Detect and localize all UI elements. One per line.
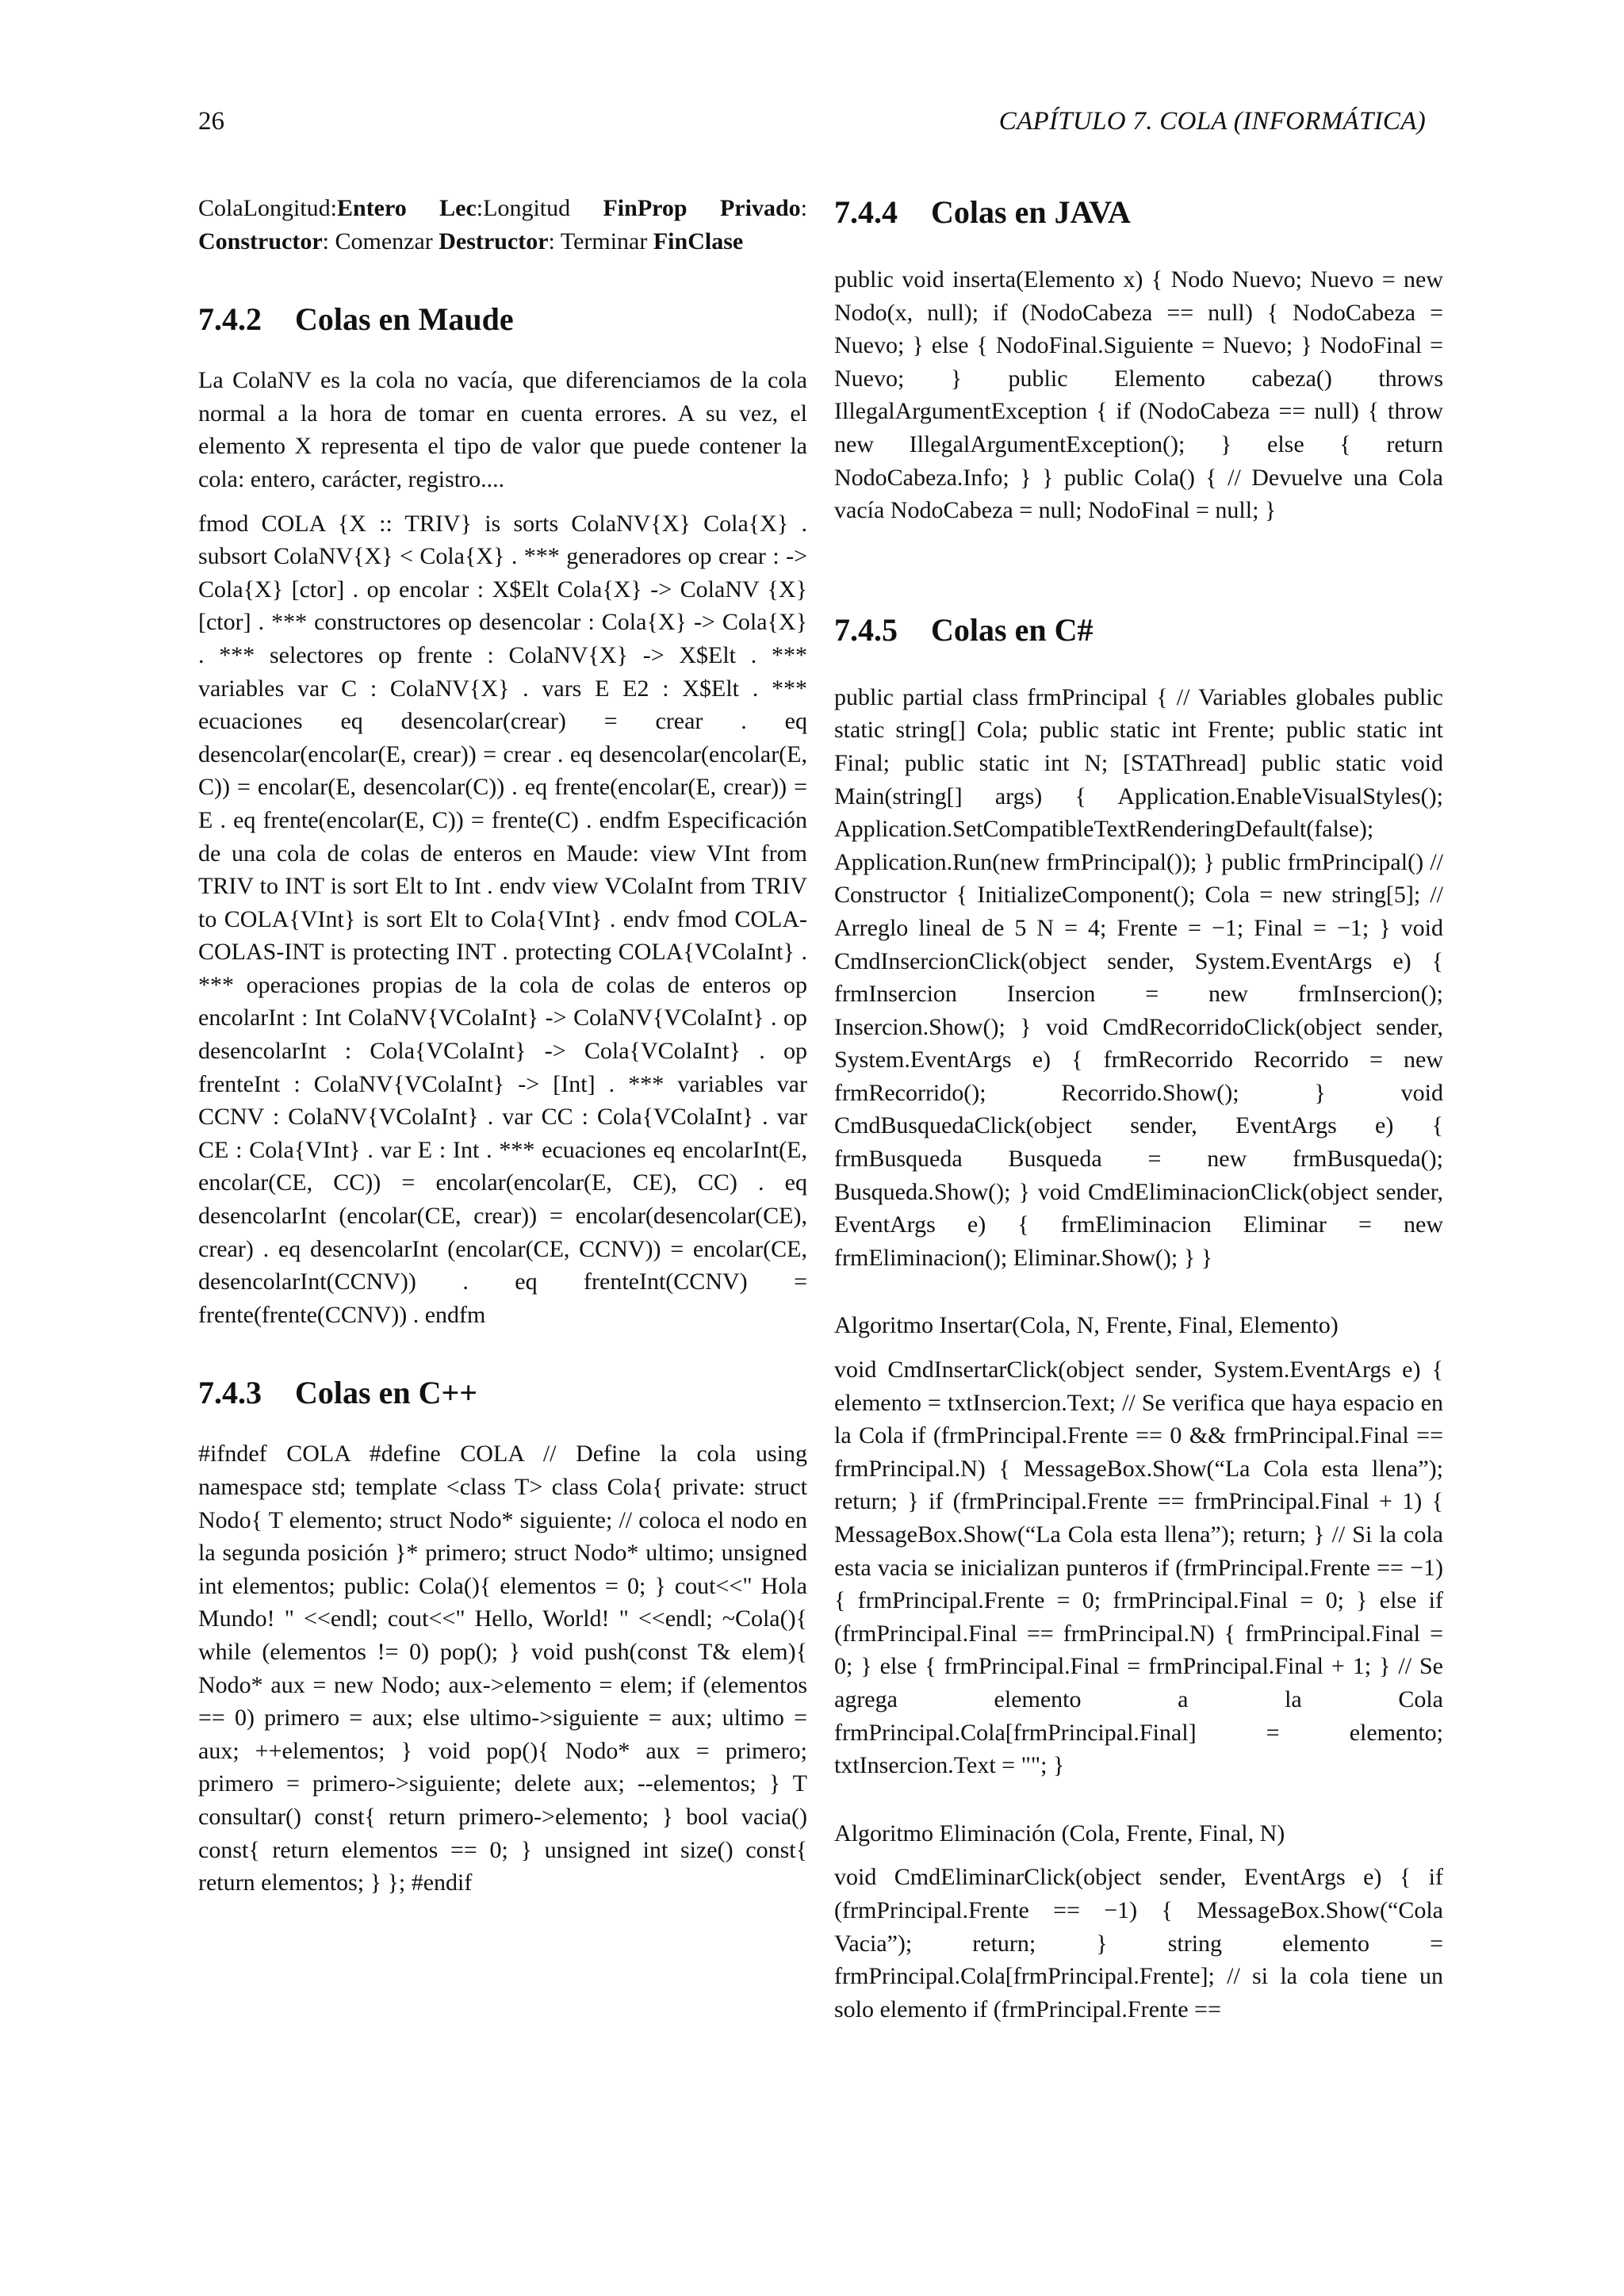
delete-code-paragraph: void CmdEliminarClick(object sender, EventArgs e) { if (frmPrincipal.Frente == −1) { MessageBox.Show(“Cola Vacia”); return; } string elemento = frmPrincipal.Cola[frmPrincipal.Frente]; // si la cola tiene un solo elemento if (frmPrincipal.Frente ==: [834, 1864, 1443, 2022]
section-number: 7.4.3: [198, 1375, 262, 1411]
section-number: 7.4.4: [834, 194, 898, 230]
keyword-entero: Entero: [337, 195, 407, 221]
section-title: Colas en C#: [931, 611, 1094, 648]
insert-code-paragraph: void CmdInsertarClick(object sender, System.EventArgs e) { elemento = txtInsercion.Text; // Se verifica que haya espacio en la Cola if (frmPrincipal.Frente == 0 && frmPrincipal.Final == frmPrincipal.N) { MessageBox.Show(“La Cola esta llena”); return; } if (frmPrincipal.Frente == frmPrincipal.Final + 1) { MessageBox.Show(“La Cola esta llena”); return; } // Si la cola esta vacia se inicializan punteros if (frmPrincipal.Frente == −1) { frmPrincipal.Frente = 0; frmPrincipal.Final = 0; } else if (frmPrincipal.Final == frmPrincipal.N) { frmPrincipal.Final = 0; } else { frmPrincipal.Final = frmPrincipal.Final + 1; } // Se agrega elemento a la Cola frmPrincipal.Cola[frmPrincipal.Final] = elemento; txtInsercion.Text = ""; }: [834, 1357, 1443, 1779]
intro-text: :Longitud: [476, 195, 603, 221]
cpp-code-paragraph: #ifndef COLA #define COLA // Define la cola using namespace std; template <class T> class Cola{ private: struct Nodo{ T elemento; struct Nodo* siguiente; // coloca el nodo en la segunda posición }* primero; struct Nodo* ultimo; unsigned int elementos; public: Cola(){ elementos = 0; } cout<<" Hola Mundo! " <<endl; cout<<" Hello, World! " <<endl; ~Cola(){ while (elementos != 0) pop(); } void push(const T& elem){ Nodo* aux = new Nodo; aux->elemento = elem; if (elementos == 0) primero = aux; else ultimo->siguiente = aux; ultimo = aux; ++elementos; } void pop(){ Nodo* aux = primero; primero = primero->siguiente; delete aux; --elementos; } T consultar() const{ return primero->elemento; } bool vacia() const{ return elementos == 0; } unsigned int size() const{ return elementos; } }; #endif: [198, 1441, 807, 1896]
keyword-destructor: Destructor: [439, 228, 549, 254]
intro-text: [688, 195, 720, 221]
keyword-constructor: Constructor: [198, 228, 323, 254]
maude-code-paragraph: fmod COLA {X :: TRIV} is sorts ColaNV{X} Cola{X} . subsort ColaNV{X} < Cola{X} . *** generadores op crear : -> Cola{X} [ctor] . op encolar : X$Elt Cola{X} -> ColaNV {X} [ctor] . *** constructores op desencolar : Cola{X} -> Cola{X} . *** selectores op frente : ColaNV{X} -> X$Elt . *** variables var C : ColaNV{X} . vars E E2 : X$Elt . *** ecuaciones eq desencolar(crear) = crear . eq desencolar(encolar(E, crear)) = crear . eq desencolar(encolar(E, C)) = encolar(E, desencolar(C)) . eq frente(encolar(E, crear)) = E . eq frente(encolar(E, C)) = frente(C) . endfm Especificación de una cola de colas de enteros en Maude: view VInt from TRIV to INT is sort Elt to Int . endv view VColaInt from TRIV to COLA{VInt} is sort Elt to Cola{VInt} . endv fmod COLA-COLAS-INT is protecting INT . protecting COLA{VColaInt} . *** operaciones propias de la cola de colas de enteros op encolarInt : Int ColaNV{VColaInt} -> ColaNV{VColaInt} . op desencolarInt : Cola{VColaInt} -> Cola{VColaInt} . op frenteInt : ColaNV{VColaInt} -> [Int] . *** variables var CCNV : ColaNV{VColaInt} . var CC : Cola{VColaInt} . var CE : Cola{VInt} . var E : Int . *** ecuaciones eq encolarInt(E, encolar(CE, CC)) = encolar(encolar(E, CE), CC) . eq desencolarInt (encolar(CE, crear)) = encolar(desencolar(CE), crear) . eq desencolarInt (encolar(CE, CCNV)) = encolar(CE, desencolarInt(CCNV)) . eq frenteInt(CCNV) = frente(frente(CCNV)) . endfm: [198, 510, 807, 1328]
keyword-finprop: FinProp: [603, 195, 688, 221]
intro-text: : Terminar: [548, 228, 653, 254]
java-code-paragraph: public void inserta(Elemento x) { Nodo Nuevo; Nuevo = new Nodo(x, null); if (NodoCabeza == null) { NodoCabeza = Nuevo; } else { NodoFinal.Siguiente = Nuevo; } NodoFinal = Nuevo; } public Elemento cabeza() throws IllegalArgumentException { if (NodoCabeza == null) { throw new IllegalArgumentException(); } else { return NodoCabeza.Info; } } public Cola() { // Devuelve una Cola vacía NodoCabeza = null; NodoFinal = null; }: [834, 266, 1443, 524]
section-heading-cpp: [198, 1372, 807, 1414]
section-number: 7.4.2: [198, 301, 262, 338]
keyword-lec: Lec: [439, 195, 477, 221]
intro-text: ColaLongitud:: [198, 195, 337, 221]
chapter-title: CAPÍTULO 7. COLA (INFORMÁTICA): [998, 107, 1426, 136]
keyword-finclase: FinClase: [653, 228, 744, 254]
section-heading-java: [834, 192, 1443, 233]
section-title: Colas en Maude: [295, 301, 514, 338]
right-column: [834, 192, 1443, 2026]
csharp-code-paragraph: public partial class frmPrincipal { // Variables globales public static string[] Cola; public static int Frente; public static int Final; public static int N; [STAThread] public static void Main(string[] args) { Application.EnableVisualStyles(); Application.SetCompatibleTextRenderingDefault(false); Application.Run(new frmPrincipal()); } public frmPrincipal() // Constructor { InitializeComponent(); Cola = new string[5]; // Arreglo lineal de 5 N = 4; Frente = −1; Final = −1; } void CmdInsercionClick(object sender, System.EventArgs e) { frmInsercion Insercion = new frmInsercion(); Insercion.Show(); } void CmdRecorridoClick(object sender, System.EventArgs e) { frmRecorrido Recorrido = new frmRecorrido(); Recorrido.Show(); } void CmdBusquedaClick(object sender, EventArgs e) { frmBusqueda Busqueda = new frmBusqueda(); Busqueda.Show(); } void CmdEliminacionClick(object sender, EventArgs e) { frmEliminacion Eliminar = new frmEliminacion(); Eliminar.Show(); } }: [834, 683, 1443, 1271]
running-header: [198, 101, 1426, 141]
intro-text: :: [800, 195, 807, 221]
section-heading-csharp: [834, 610, 1443, 651]
keyword-privado: Privado: [719, 195, 801, 221]
section-number: 7.4.5: [834, 611, 898, 648]
section-heading-maude: [198, 299, 807, 340]
left-column: [198, 192, 807, 1900]
class-definition-paragraph: [198, 192, 807, 258]
algorithm-insert-caption: Algoritmo Insertar(Cola, N, Frente, Final, Elemento): [834, 1312, 1339, 1339]
page-number: 26: [198, 107, 224, 136]
section-title: Colas en C++: [295, 1375, 478, 1411]
intro-text: [407, 195, 439, 221]
maude-description-paragraph: La ColaNV es la cola no vacía, que diferenciamos de la cola normal a la hora de tomar en cuenta errores. A su vez, el elemento X representa el tipo de valor que puede contener la cola: entero, carácter, registro....: [198, 367, 807, 492]
section-title: Colas en JAVA: [931, 194, 1131, 230]
algorithm-delete-caption: Algoritmo Eliminación (Cola, Frente, Final, N): [834, 1820, 1285, 1846]
intro-text: : Comenzar: [322, 228, 439, 254]
